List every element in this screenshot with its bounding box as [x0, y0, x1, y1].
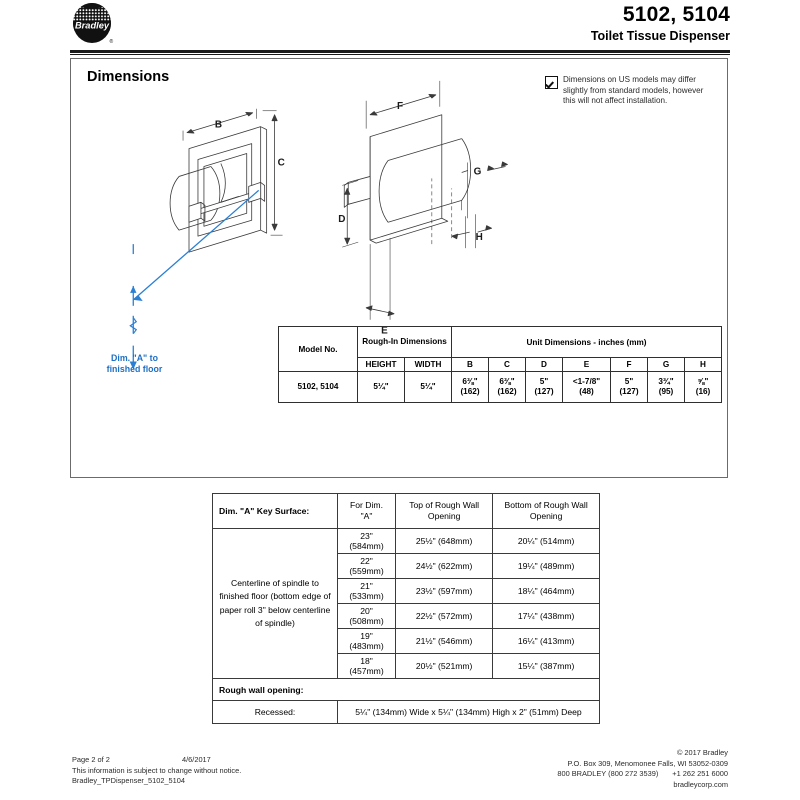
header-rough-in: Rough-In Dimensions	[358, 327, 452, 358]
footer-left	[72, 755, 241, 787]
footer-website[interactable]: bradleycorp.com	[673, 779, 728, 789]
cell-top: 25½" (648mm)	[396, 529, 493, 554]
cell-c	[489, 372, 526, 403]
unit-dimensions-table	[278, 326, 722, 403]
footer-page: Page 2 of 2	[72, 755, 110, 764]
header-for-dim-a: For Dim. "A"	[338, 494, 396, 529]
header-titles	[591, 4, 730, 44]
header-model-no: Model No.	[279, 327, 358, 372]
dim-a-callout	[77, 353, 192, 375]
cell-h-mm: (16)	[695, 387, 711, 396]
rough-wall-opening-label: Rough wall opening:	[213, 679, 600, 701]
cell-e-inches: <1-7/8"	[572, 377, 601, 387]
rough-wall-opening-row	[213, 679, 600, 701]
cell-top: 23½" (597mm)	[396, 579, 493, 604]
cell-b-mm: (162)	[460, 387, 480, 396]
header-g: G	[648, 358, 685, 372]
dimension-label-d: D	[338, 214, 346, 226]
dimension-label-b: B	[214, 119, 223, 131]
cell-dim-a: 20" (508mm)	[338, 604, 396, 629]
page-header	[70, 0, 730, 48]
footer-date: 4/6/2017	[182, 755, 211, 764]
footer-disclaimer: This information is subject to change without notice.	[72, 765, 242, 775]
footer-page-row	[72, 755, 241, 766]
dimensions-panel	[70, 58, 728, 478]
dimension-label-f: F	[397, 100, 404, 112]
header-f: F	[611, 358, 648, 372]
cell-top: 20½" (521mm)	[396, 654, 493, 679]
cell-bottom: 16¼" (413mm)	[493, 629, 600, 654]
header-divider-thin	[70, 54, 730, 55]
cell-d-inches: 5"	[539, 377, 549, 387]
dimension-label-c: C	[277, 157, 285, 169]
cell-bottom: 19¼" (489mm)	[493, 554, 600, 579]
dimension-label-g: G	[473, 166, 482, 178]
cell-bottom: 15¼" (387mm)	[493, 654, 600, 679]
cell-e	[563, 372, 611, 403]
svg-text:Bradley: Bradley	[74, 20, 110, 31]
header-d: D	[526, 358, 563, 372]
cell-top: 21½" (546mm)	[396, 629, 493, 654]
cell-e-mm: (48)	[579, 387, 594, 396]
page-title: Dimensions	[87, 69, 170, 85]
footer-right	[557, 748, 728, 790]
cell-c-inches: 6⅜"	[499, 377, 515, 387]
cell-h	[685, 372, 722, 403]
cell-height: 5¼"	[358, 372, 405, 403]
cell-dim-a: 23" (584mm)	[338, 529, 396, 554]
cell-c-mm: (162)	[497, 387, 517, 396]
cell-dim-a: 18" (457mm)	[338, 654, 396, 679]
dim-a-callout-line-2: finished floor	[106, 364, 163, 374]
cell-b	[452, 372, 489, 403]
cell-width: 5¼"	[405, 372, 452, 403]
cell-model-no: 5102, 5104	[279, 372, 358, 403]
cell-dim-a: 19" (483mm)	[338, 629, 396, 654]
header-e: E	[563, 358, 611, 372]
header-unit-dimensions: Unit Dimensions - inches (mm)	[452, 327, 722, 358]
cell-f-mm: (127)	[619, 387, 639, 396]
cell-top: 24½" (622mm)	[396, 554, 493, 579]
dimension-label-e: E	[381, 325, 388, 337]
header-divider-thick	[70, 50, 730, 53]
cell-dim-a: 21" (533mm)	[338, 579, 396, 604]
cell-h-inches: ⅝"	[697, 377, 709, 387]
header-h: H	[685, 358, 722, 372]
recessed-label: Recessed:	[213, 701, 338, 724]
footer-address: P.O. Box 309, Menomonee Falls, WI 53052-0309	[567, 758, 728, 768]
footer-phone-1: 800 BRADLEY (800 272 3539)	[557, 769, 659, 778]
note-text: Dimensions on US models may differ slightly from standard models, however this will not affect installation.	[563, 75, 704, 105]
header-b: B	[452, 358, 489, 372]
cell-d	[526, 372, 563, 403]
header-bottom-opening: Bottom of Rough Wall Opening	[493, 494, 600, 529]
footer-phones	[557, 769, 728, 780]
cell-f-inches: 5"	[624, 377, 634, 387]
key-surface-description: Centerline of spindle to finished floor (bottom edge of paper roll 3" below centerline of spindle)	[213, 529, 338, 679]
product-name: Toilet Tissue Dispenser	[590, 29, 730, 43]
cell-f	[611, 372, 648, 403]
header-height: HEIGHT	[358, 358, 405, 372]
recessed-row	[213, 701, 600, 724]
cell-bottom: 17¼" (438mm)	[493, 604, 600, 629]
dimension-label-h: H	[475, 232, 483, 244]
footer-copyright: © 2017 Bradley	[676, 748, 728, 757]
header-top-opening: Top of Rough Wall Opening	[396, 494, 493, 529]
cell-d-mm: (127)	[534, 387, 554, 396]
cell-bottom: 20¼" (514mm)	[493, 529, 600, 554]
dim-a-callout-line-1: Dim. "A" to	[111, 353, 158, 363]
table-row	[213, 529, 600, 554]
svg-text:®: ®	[109, 39, 114, 45]
model-number: 5102, 5104	[622, 3, 730, 26]
cell-top: 22½" (572mm)	[396, 604, 493, 629]
table-row	[279, 372, 722, 403]
dimension-drawings	[71, 59, 727, 477]
cell-b-inches: 6⅜"	[462, 377, 478, 387]
footer-phone-2: +1 262 251 6000	[672, 769, 728, 778]
recessed-value: 5¼" (134mm) Wide x 5¼" (134mm) High x 2" (51mm) Deep	[338, 701, 600, 724]
cell-g-inches: 3¾"	[658, 377, 674, 387]
bradley-oval-logo	[70, 3, 114, 45]
cell-dim-a: 22" (559mm)	[338, 554, 396, 579]
cell-g-mm: (95)	[658, 387, 674, 396]
table-header-row-1	[279, 327, 722, 358]
table2-header-row	[213, 494, 600, 529]
header-key-surface: Dim. "A" Key Surface:	[213, 494, 338, 529]
footer-doc-id: Bradley_TPDispenser_5102_5104	[72, 776, 185, 785]
cell-bottom: 18¼" (464mm)	[493, 579, 600, 604]
dim-a-key-surface-table	[212, 493, 600, 724]
cell-g	[648, 372, 685, 403]
header-c: C	[489, 358, 526, 372]
header-width: WIDTH	[405, 358, 452, 372]
